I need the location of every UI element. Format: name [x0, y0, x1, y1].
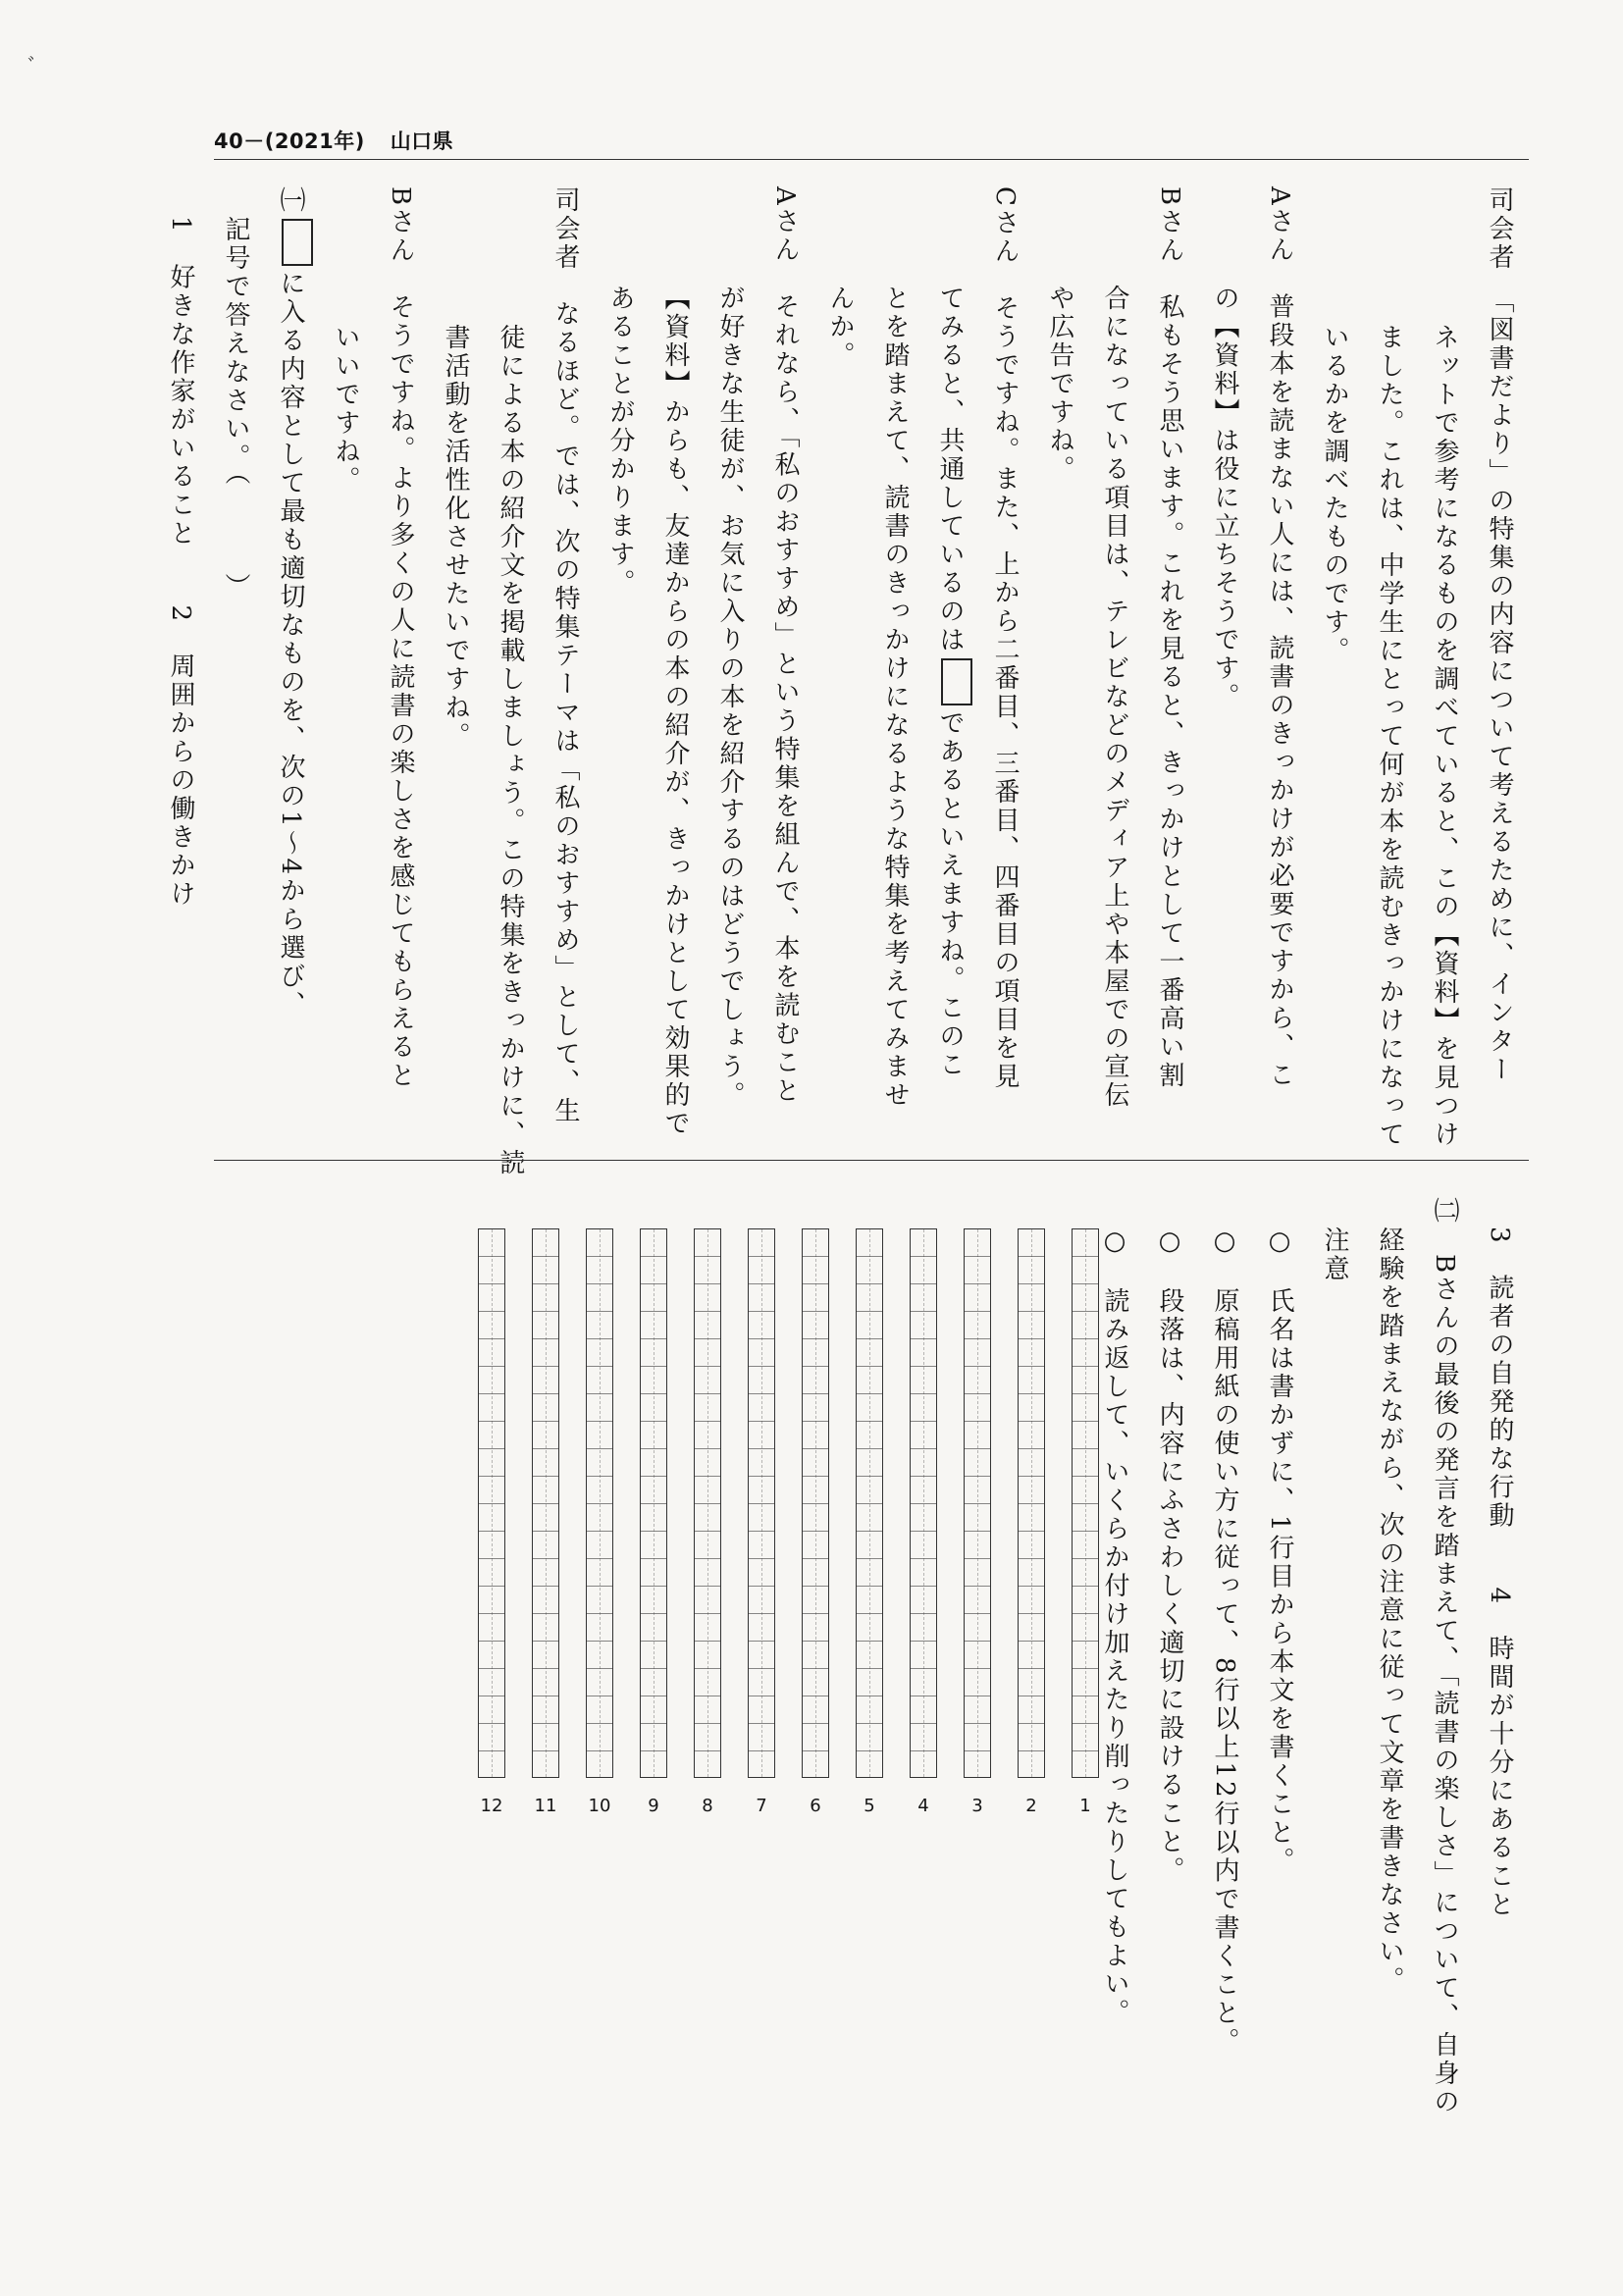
dialogue-line: ました。これは、中学生にとって何が本を読むきっかけになって	[1375, 324, 1404, 1149]
question-1-line2: 記号で答えなさい。（ ）	[221, 216, 250, 601]
dialogue-line: 合になっている項目は、テレビなどのメディア上や本屋での宣伝	[1100, 285, 1129, 1110]
manuscript-row[interactable]	[586, 1228, 613, 1778]
dialogue-b-2: Bさん そうですね。より多くの人に読書の楽しさを感じてもらえると	[386, 186, 415, 1091]
dialogue-line-with-blank: てみると、共通しているのはであるといえますね。このこ	[922, 285, 977, 1079]
manuscript-row-number: 7	[756, 1796, 767, 1816]
dialogue-line: や広告ですね。	[1045, 285, 1074, 484]
note-1: ○ 氏名は書かずに、1行目から本文を書くこと。	[1265, 1226, 1294, 1876]
manuscript-row[interactable]	[910, 1228, 937, 1778]
manuscript-row[interactable]	[748, 1228, 775, 1778]
option-1: 1 好きな作家がいること	[166, 216, 195, 548]
manuscript-row-number: 1	[1079, 1796, 1091, 1816]
dialogue-a-1: Aさん 普段本を読まない人には、読書のきっかけが必要ですから、こ	[1265, 186, 1294, 1090]
note-4: ○ 読み返して、いくらか付け加えたり削ったりしてもよい。	[1100, 1226, 1129, 2027]
dialogue-line: あることが分かります。	[605, 285, 635, 598]
manuscript-row-number: 10	[588, 1796, 611, 1816]
question-2-line2: 経験を踏まえながら、次の注意に従って文章を書きなさい。	[1375, 1226, 1404, 1995]
question-1-options-row1	[153, 216, 208, 909]
note-3: ○ 段落は、内容にふさわしく適切に設けること。	[1155, 1226, 1184, 1885]
page-number: 40－(2021年)	[214, 130, 365, 153]
manuscript-row-number: 3	[971, 1796, 983, 1816]
middle-rule	[214, 1160, 1529, 1161]
manuscript-row-number: 12	[480, 1796, 503, 1816]
scan-mark: ﾞ	[27, 56, 39, 80]
manuscript-row[interactable]	[856, 1228, 883, 1778]
manuscript-row[interactable]	[694, 1228, 721, 1778]
dialogue-line: 徒による本の紹介文を掲載しましょう。この特集をきっかけに、読	[496, 324, 525, 1177]
manuscript-row[interactable]	[640, 1228, 667, 1778]
prefecture: 山口県	[390, 130, 454, 153]
manuscript-row-number: 11	[534, 1796, 557, 1816]
dialogue-c-1: Cさん そうですね。また、上から二番目、三番目、四番目の項目を見	[990, 186, 1020, 1091]
question-number: ㈡	[1430, 1197, 1459, 1226]
dialogue-line: いいですね。	[331, 324, 360, 495]
manuscript-row-number: 5	[864, 1796, 875, 1816]
notes-title: 注意	[1320, 1226, 1349, 1283]
manuscript-row-number: 2	[1025, 1796, 1037, 1816]
dialogue-line: 書活動を活性化させたいですね。	[441, 324, 470, 751]
dialogue-line: んか。	[825, 285, 855, 370]
dialogue-b-1: Bさん 私もそう思います。これを見ると、きっかけとして一番高い割	[1155, 186, 1184, 1091]
manuscript-row[interactable]	[1018, 1228, 1045, 1778]
manuscript-row-number: 9	[648, 1796, 659, 1816]
question-blank-box	[282, 219, 313, 266]
question-1-options-row2	[1472, 1226, 1527, 1919]
dialogue-line: いるかを調べたものです。	[1320, 324, 1349, 665]
dialogue-line: ネットで参考になるものを調べていると、この【資料】を見つけ	[1430, 324, 1459, 1149]
dialogue-moderator-2: 司会者 なるほど。では、次の特集テーマは「私のおすすめ」として、生	[550, 186, 580, 1125]
question-2: ㈡ Bさんの最後の発言を踏まえて、「読書の楽しさ」について、自身の	[1430, 1197, 1459, 2117]
answer-blank-box	[941, 658, 972, 705]
manuscript-row[interactable]	[478, 1228, 505, 1778]
dialogue-line: が好きな生徒が、お気に入りの本を紹介するのはどうでしょう。	[715, 285, 745, 1110]
note-2: ○ 原稿用紙の使い方に従って、8行以上12行以内で書くこと。	[1210, 1226, 1239, 2057]
manuscript-row-number: 8	[702, 1796, 713, 1816]
top-rule	[214, 159, 1529, 160]
page-header	[214, 126, 1529, 161]
dialogue-line: とを踏まえて、読書のきっかけになるような特集を考えてみませ	[880, 285, 910, 1110]
manuscript-row[interactable]	[1072, 1228, 1099, 1778]
manuscript-row[interactable]	[532, 1228, 559, 1778]
manuscript-row[interactable]	[802, 1228, 829, 1778]
manuscript-row-number: 6	[810, 1796, 821, 1816]
option-4: 4 時間が十分にあること	[1485, 1587, 1514, 1920]
dialogue-line: の【資料】は役に立ちそうです。	[1210, 285, 1239, 711]
question-1: ㈠に入る内容として最も適切なものを、次の1～4から選び、	[263, 186, 318, 1019]
manuscript-row[interactable]	[964, 1228, 991, 1778]
speaker-label: 司会者	[1485, 186, 1514, 272]
dialogue-line: 【資料】からも、友達からの本の紹介が、きっかけとして効果的で	[660, 285, 690, 1138]
dialogue-moderator-1: 司会者 「図書だより」の特集の内容について考えるために、インター	[1472, 186, 1527, 1084]
option-2: 2 周囲からの働きかけ	[166, 604, 195, 910]
option-3: 3 読者の自発的な行動	[1485, 1226, 1514, 1531]
dialogue-a-2: Aさん それなら、「私のおすすめ」という特集を組んで、本を読むこと	[770, 186, 800, 1106]
question-number: ㈠	[276, 186, 305, 215]
manuscript-row-number: 4	[917, 1796, 929, 1816]
